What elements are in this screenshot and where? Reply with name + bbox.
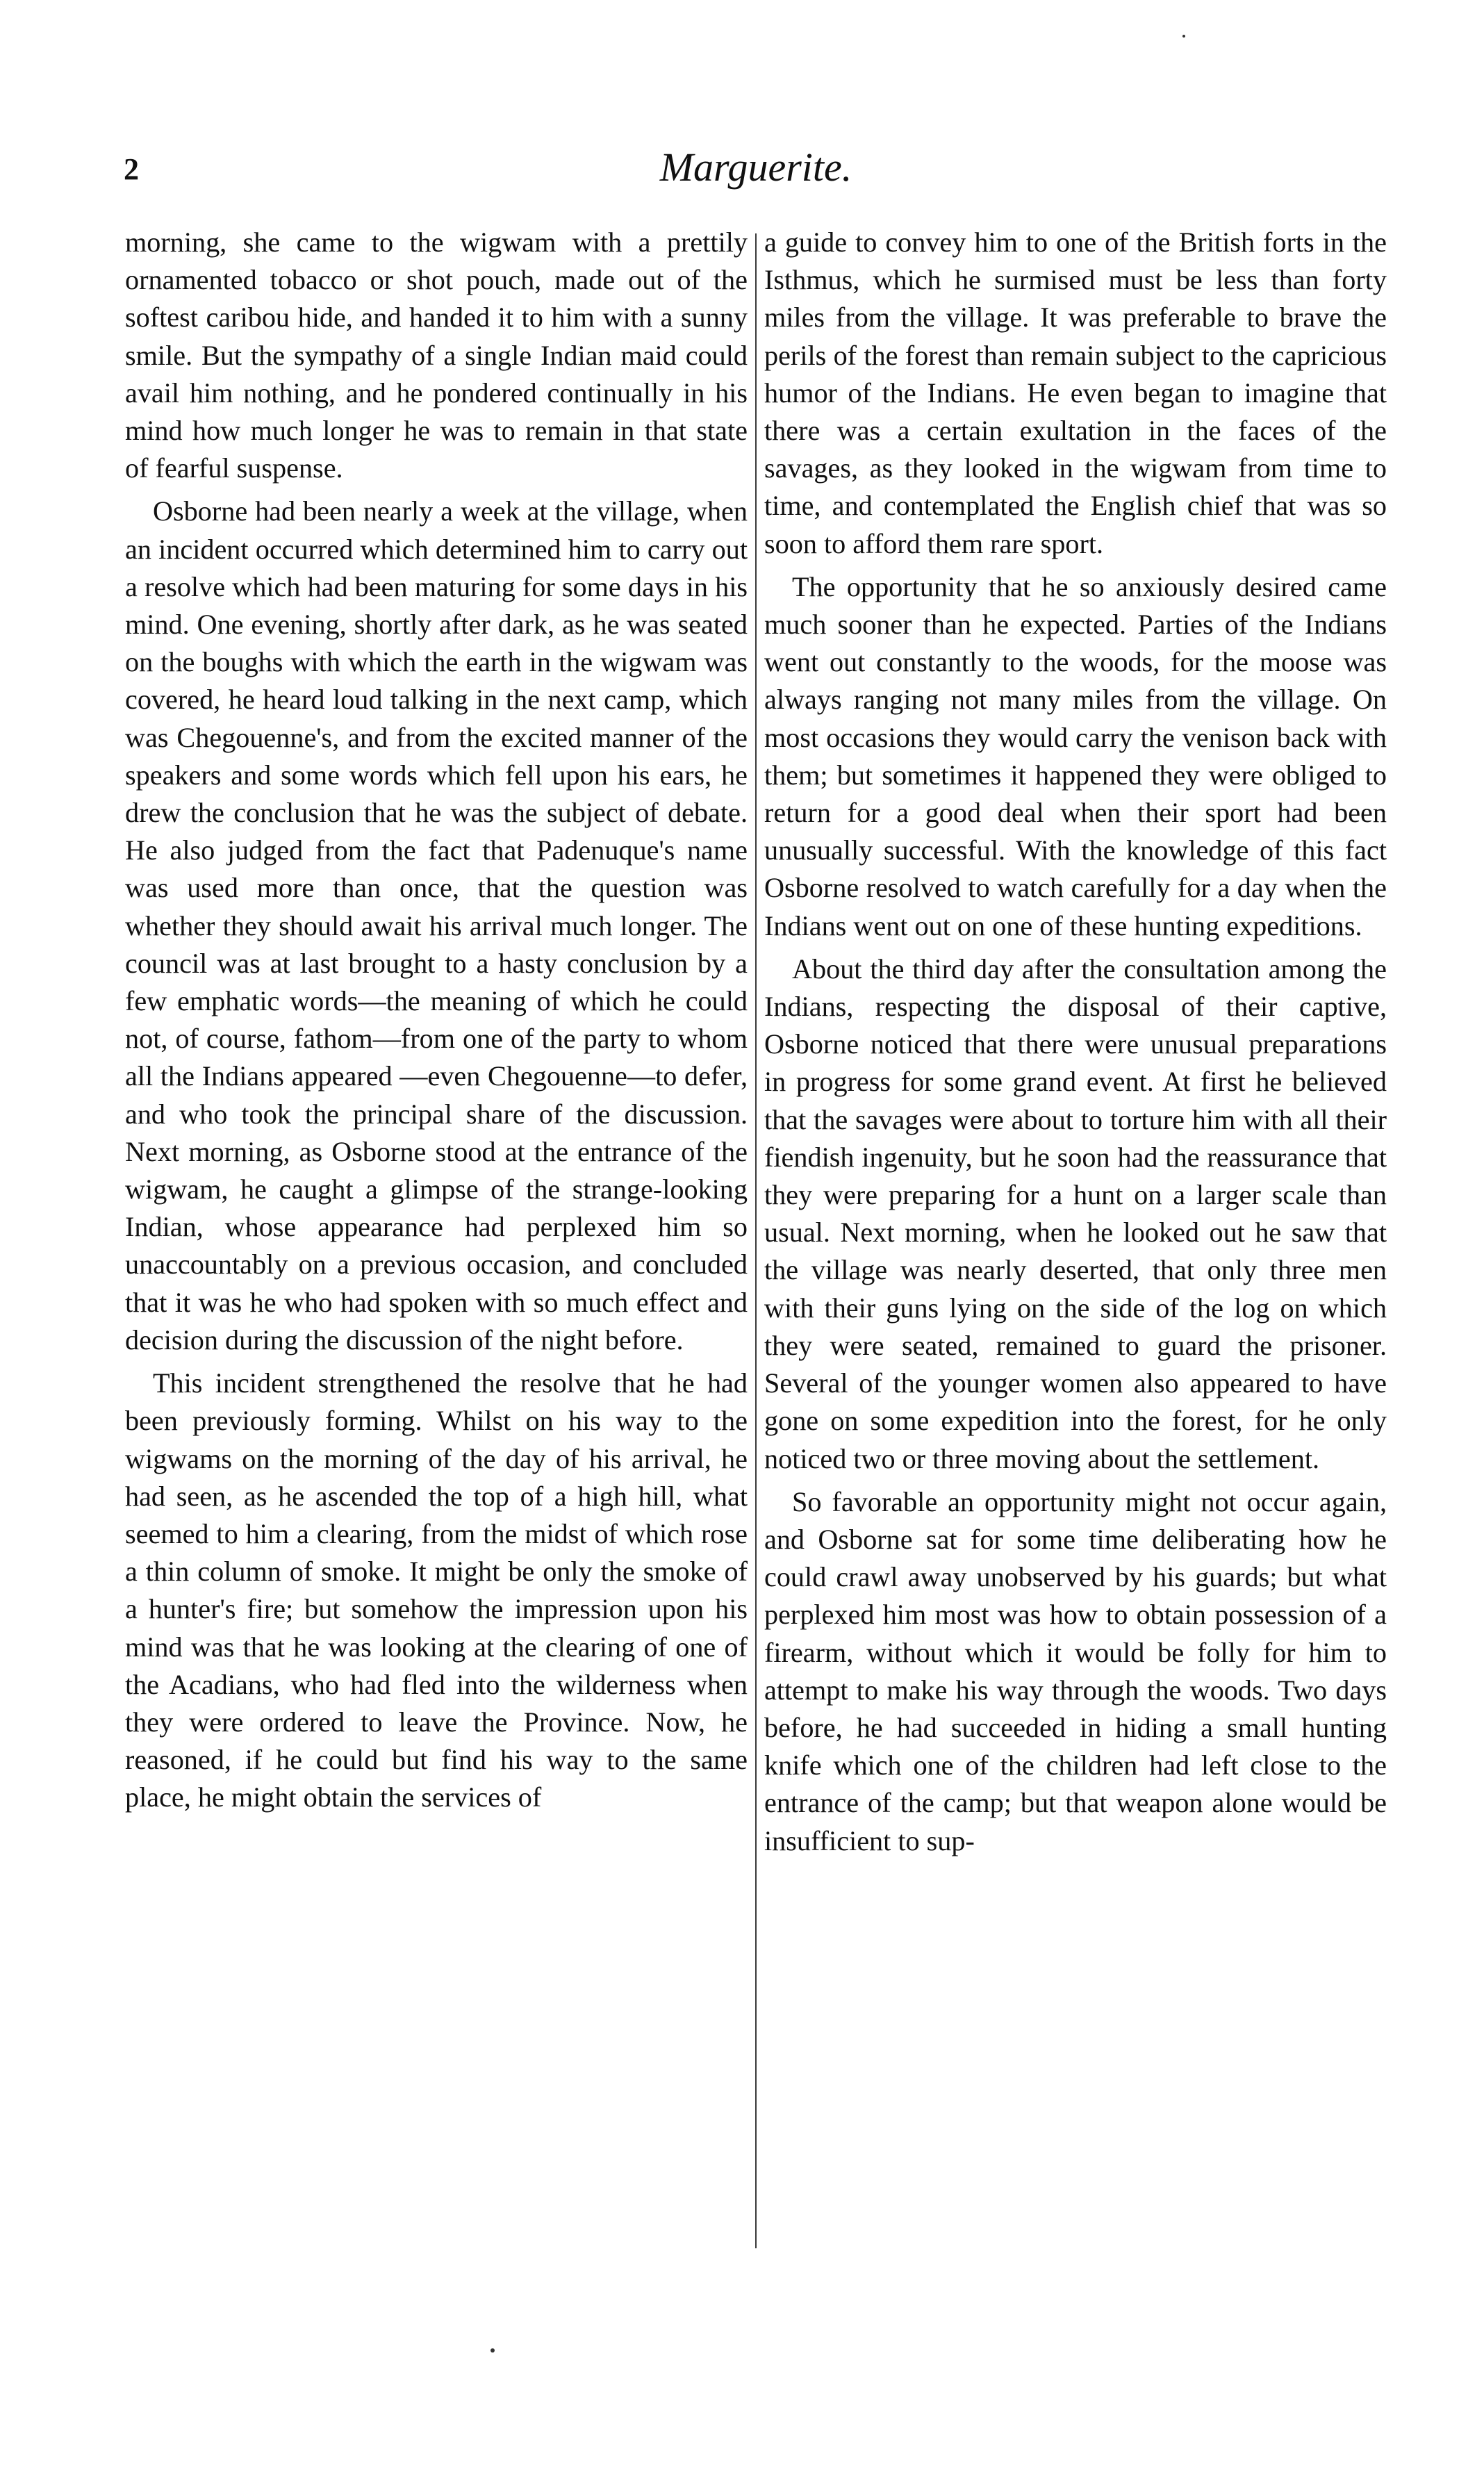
left-column: [125, 224, 748, 1822]
paragraph: This incident strengthened the resolve that he had been previously forming. Whilst on his way to the wigwams on the morning of the day of his arrival, he had seen, as he ascended the top of a high hill, what seemed to him a clearing, from the midst of which rose a thin column of smoke. It might be only the smoke of a hunter's fire; but somehow the impression upon his mind was that he was looking at the clearing of one of the Acadians, who had fled into the wilderness when they were ordered to leave the Province. Now, he reasoned, if he could but find his way to the same place, he might obtain the services of: [125, 1367, 748, 1813]
running-title: Marguerite.: [659, 145, 852, 190]
paragraph: morning, she came to the wigwam with a prettily ornamented tobacco or shot pouch, made out of the softest caribou hide, and handed it to him with a sunny smile. But the sympathy of a single Indian maid could avail him nothing, and he pondered continually in his mind how much longer he was to remain in that state of fearful suspense.: [125, 226, 748, 484]
paragraph: a guide to convey him to one of the British forts in the Isthmus, which he surmised must be less than forty miles from the village. It was preferable to brave the perils of the forest than remain subject to the capricious humor of the Indians. He even began to imagine that there was a certain exultation in the faces of the savages, as they looked in the wigwam from time to time, and contemplated the English chief that was so soon to afford them rare sport.: [764, 226, 1387, 559]
right-column: [764, 224, 1387, 1865]
paragraph: Osborne had been nearly a week at the village, when an incident occurred which determined him to carry out a resolve which had been maturing for some days in his mind. One evening, shortly after dark, as he was seated on the boughs with which the earth in the wigwam was covered, he heard loud talking in the next camp, which was Chegouenne's, and from the excited manner of the speakers and some words which fell upon his ears, he drew the conclusion that he was the subject of debate. He also judged from the fact that Padenuque's name was used more than once, that the question was whether they should await his arrival much longer. The council was at last brought to a hasty conclusion by a few emphatic words—the meaning of which he could not, of course, fathom—from one of the party to whom all the Indians appeared —even Chegouenne—to defer, and who took the principal share of the discussion. Next morning, as Osborne stood at the entrance of the wigwam, he caught a glimpse of the strange-looking Indian, whose appearance had perplexed him so unaccountably on a previous occasion, and concluded that it was he who had spoken with so much effect and decision during the discussion of the night before.: [125, 495, 748, 1356]
paragraph: About the third day after the consultation among the Indians, respecting the disposal of their captive, Osborne noticed that there were unusual preparations in progress for some grand event. At first he believed that the savages were about to torture him with all their fiendish ingenuity, but he soon had the reassurance that they were preparing for a hunt on a larger scale than usual. Next morning, when he looked out he saw that the village was nearly deserted, that only three men with their guns lying on the side of the log on which they were seated, remained to guard the prisoner. Several of the younger women also appeared to have gone on some expedition into the forest, for he only noticed two or three moving about the settlement.: [764, 953, 1387, 1474]
page-number: 2: [124, 152, 139, 186]
paragraph: So favorable an opportunity might not occur again, and Osborne sat for some time deliberating how he could crawl away unobserved by his guards; but what perplexed him most was how to obtain possession of a firearm, without which it would be folly for him to attempt to make his way through the woods. Two days before, he had succeeded in hiding a small hunting knife which one of the children had left close to the entrance of the camp; but that weapon alone would be insufficient to sup-: [764, 1485, 1387, 1856]
paragraph: The opportunity that he so anxiously desired came much sooner than he expected. Parties of the Indians went out constantly to the woods, for the moose was always ranging not many miles from the village. On most occasions they would carry the venison back with them; but sometimes it happened they were obliged to return for a good deal when their sport had been unusually successful. With the knowledge of this fact Osborne resolved to watch carefully for a day when the Indians went out on one of these hunting expeditions.: [764, 570, 1387, 941]
print-speck: [490, 2348, 495, 2353]
print-speck: [1182, 35, 1185, 38]
column-divider: [755, 233, 757, 2248]
